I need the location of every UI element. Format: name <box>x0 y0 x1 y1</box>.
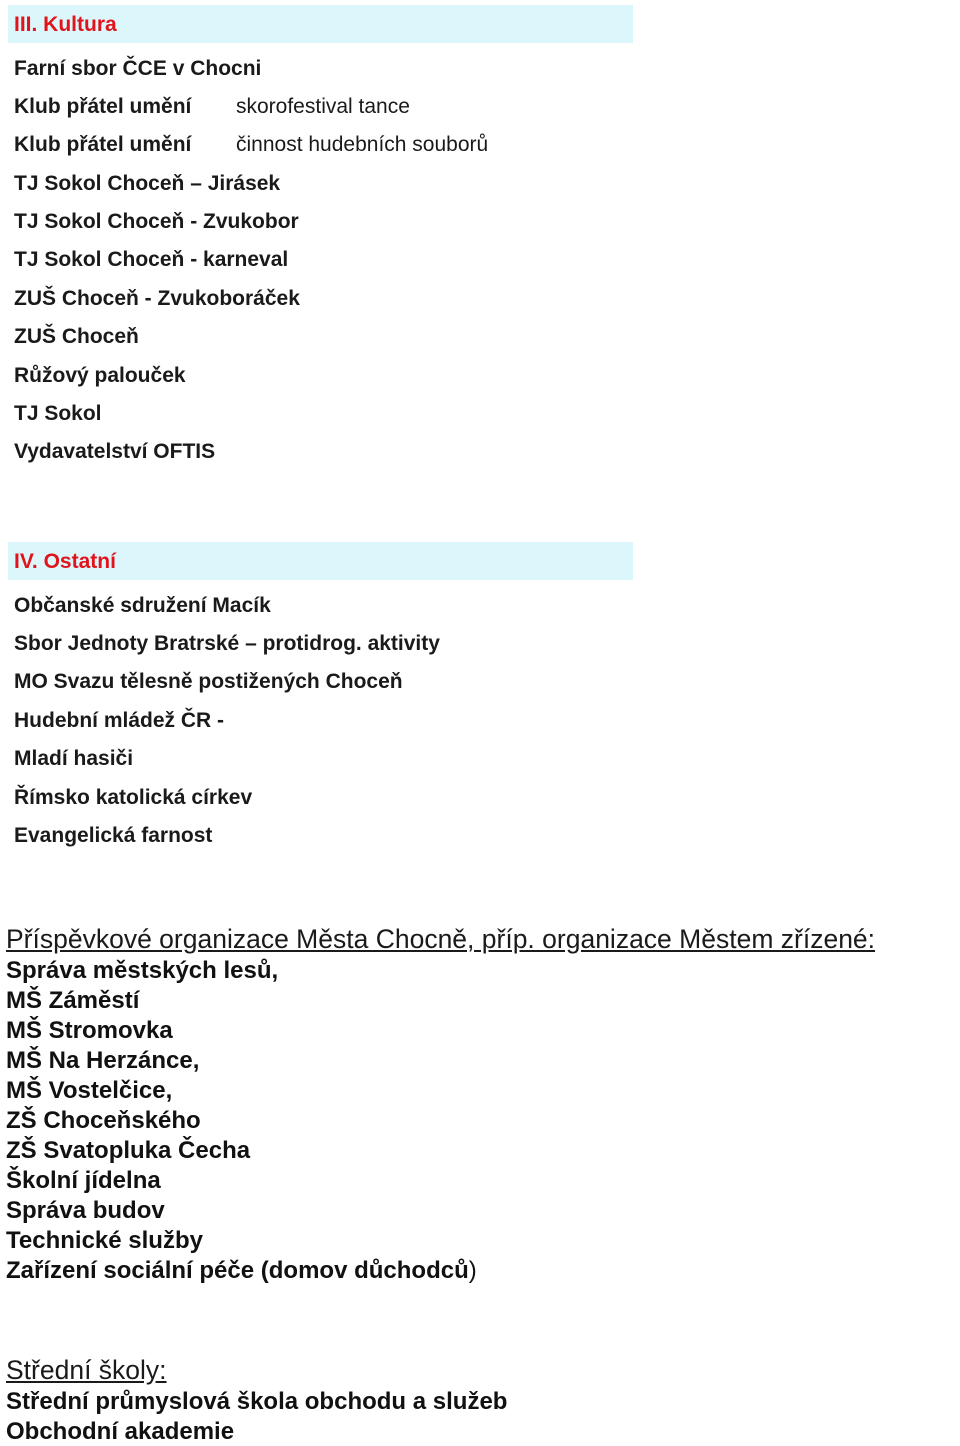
list-item: ZŠ Svatopluka Čecha <box>6 1137 251 1164</box>
list-item: Obchodní akademie <box>6 1418 235 1445</box>
list-item: Mladí hasiči <box>14 747 134 770</box>
list-item: TJ Sokol Choceň - karneval <box>14 248 289 271</box>
list-item: MO Svazu tělesně postižených Choceň <box>14 670 403 693</box>
list-item: MŠ Záměstí <box>6 987 140 1014</box>
list-item: MŠ Na Herzánce, <box>6 1047 200 1074</box>
list-item: ZŠ Choceňského <box>6 1107 201 1134</box>
list-item: TJ Sokol <box>14 402 102 425</box>
section-header-ostatni <box>8 542 633 580</box>
section-heading-stredni: Střední školy: <box>6 1355 167 1385</box>
list-item: Sbor Jednoty Bratrské – protidrog. aktivity <box>14 632 440 655</box>
list-item: Růžový palouček <box>14 364 186 387</box>
list-item: Technické služby <box>6 1227 203 1254</box>
list-item: Školní jídelna <box>6 1167 161 1194</box>
item-detail: činnost hudebních souborů <box>236 133 489 156</box>
list-item: TJ Sokol Choceň – Jirásek <box>14 172 281 195</box>
list-item: Zařízení sociální péče (domov důchodců) <box>6 1257 477 1284</box>
list-item: Občanské sdružení Macík <box>14 594 271 617</box>
list-item: Farní sbor ČCE v Chocni <box>14 57 262 80</box>
list-item: Klub přátel umění činnost hudebních souborů <box>14 133 489 156</box>
list-item: ZUŠ Choceň <box>14 325 139 348</box>
list-item: Evangelická farnost <box>14 824 213 847</box>
list-item: Římsko katolická církev <box>14 786 253 809</box>
list-item: MŠ Stromovka <box>6 1017 173 1044</box>
item-detail: skorofestival tance <box>236 95 410 118</box>
list-item: Hudební mládež ČR - <box>14 709 225 732</box>
section-heading-prispevkove: Příspěvkové organizace Města Chocně, příp. organizace Městem zřízené: <box>6 924 876 954</box>
list-item: ZUŠ Choceň - Zvukoboráček <box>14 287 300 310</box>
section-header-kultura <box>8 5 633 43</box>
list-item: TJ Sokol Choceň - Zvukobor <box>14 210 299 233</box>
section-title: IV. Ostatní <box>14 550 116 573</box>
list-item: Klub přátel umění skorofestival tance <box>14 95 410 118</box>
list-item: Správa městských lesů, <box>6 957 279 984</box>
list-item: Vydavatelství OFTIS <box>14 440 216 463</box>
list-item: Střední průmyslová škola obchodu a služeb <box>6 1388 508 1415</box>
list-item: Správa budov <box>6 1197 165 1224</box>
section-title: III. Kultura <box>14 13 117 36</box>
list-item: MŠ Vostelčice, <box>6 1077 173 1104</box>
